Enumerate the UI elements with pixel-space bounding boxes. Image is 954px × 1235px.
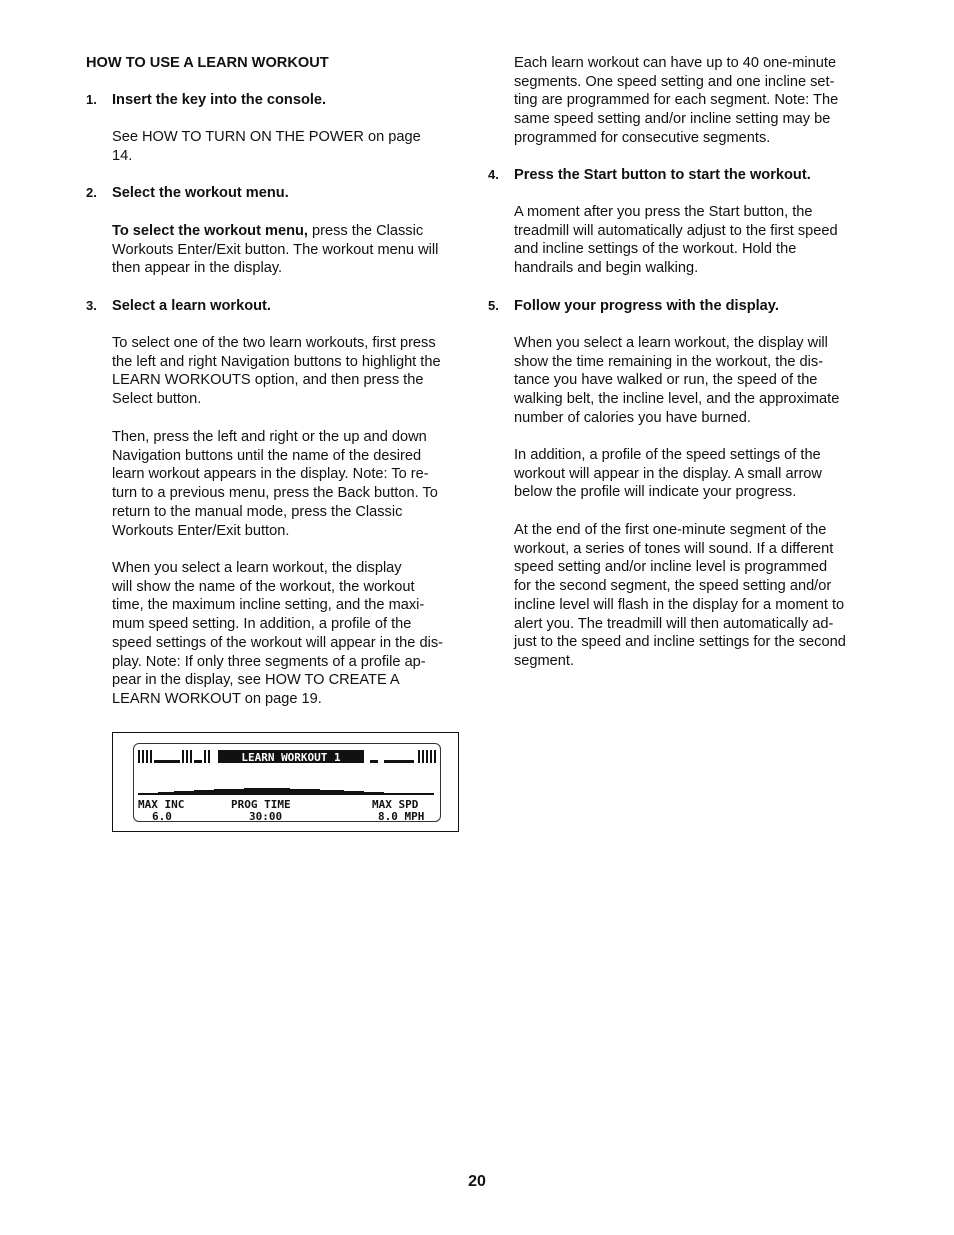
lcd-display (133, 743, 441, 822)
lcd-max-spd-label: MAX SPD (372, 798, 419, 811)
step-5-number: 5. (488, 298, 499, 313)
lcd-max-inc-value: 6.0 (152, 810, 172, 823)
step-3-continued-paragraph: Each learn workout can have up to 40 one-minute segments. One speed setting and one incline set- ting are programmed for each segment. Note: The same speed setting and/or incline setting may be programmed for consecutive segments. (514, 55, 839, 146)
lcd-graphic (134, 744, 442, 823)
lcd-prog-time-value: 30:00 (249, 810, 283, 823)
step-2-number: 2. (86, 185, 97, 200)
step-1-number: 1. (86, 92, 97, 107)
lcd-prog-time-label: PROG TIME (231, 798, 291, 811)
step-5-paragraph-1: When you select a learn workout, the display will show the time remaining in the workout, the dis- tance you have walked or run, the speed of the walking belt, the incline level, and the approximate number of calories you have burned. (514, 335, 840, 426)
step-3-paragraph-3: When you select a learn workout, the display will show the name of the workout, the workout time, the maximum incline setting, and the maxi- mum speed setting. In addition, a profile of the speed settings of the workout will appear in the dis- play. Note: If only three segments of a profile ap- pear in the display, see HOW TO CREATE A LEARN WORKOUT on page 19. (112, 560, 443, 707)
console-display-figure (112, 732, 459, 832)
step-3-title: Select a learn workout. (112, 298, 271, 314)
step-5-paragraph-2: In addition, a profile of the speed settings of the workout will appear in the display. A small arrow below the profile will indicate your progress. (514, 447, 822, 501)
lcd-max-spd-value: 8.0 MPH (378, 810, 425, 823)
step-3-number: 3. (86, 298, 97, 313)
step-2-body: press the Classic Workouts Enter/Exit button. The workout menu will then appear in the display. (112, 223, 439, 277)
lcd-speed-profile (138, 788, 434, 795)
step-2-paragraph (112, 222, 438, 278)
lcd-workout-name: LEARN WORKOUT 1 (241, 751, 341, 764)
step-3-paragraph-1: To select one of the two learn workouts, first press the left and right Navigation buttons to highlight the LEARN WORKOUTS option, and then press the Select button. (112, 335, 441, 408)
step-3-paragraph-2: Then, press the left and right or the up and down Navigation buttons until the name of the desired learn workout appears in the display. Note: To re- turn to a previous menu, press the Back button. To return to the manual mode, press the Classic Workouts Enter/Exit button. (112, 429, 438, 539)
step-4-number: 4. (488, 167, 499, 182)
step-5-title: Follow your progress with the display. (514, 298, 779, 314)
page-number: 20 (468, 1173, 486, 1190)
step-1-paragraph: See HOW TO TURN ON THE POWER on page 14. (112, 129, 421, 164)
step-5-paragraph-3: At the end of the first one-minute segment of the workout, a series of tones will sound. If a different speed setting and/or incline level is programmed for the second segment, the speed setting and/or incline level will flash in the display for a moment to alert you. The treadmill will then automatically ad- just to the speed and incline settings for the second segment. (514, 522, 846, 669)
step-2-lead: To select the workout menu, (112, 223, 308, 239)
step-1-title: Insert the key into the console. (112, 92, 327, 108)
step-4-title: Press the Start button to start the workout. (514, 167, 811, 183)
step-2-title: Select the workout menu. (112, 185, 289, 201)
step-4-paragraph: A moment after you press the Start button, the treadmill will automatically adjust to the first speed and incline settings of the workout. Hold the handrails and begin walking. (514, 204, 838, 277)
section-heading: HOW TO USE A LEARN WORKOUT (86, 55, 329, 71)
lcd-max-inc-label: MAX INC (138, 798, 185, 811)
